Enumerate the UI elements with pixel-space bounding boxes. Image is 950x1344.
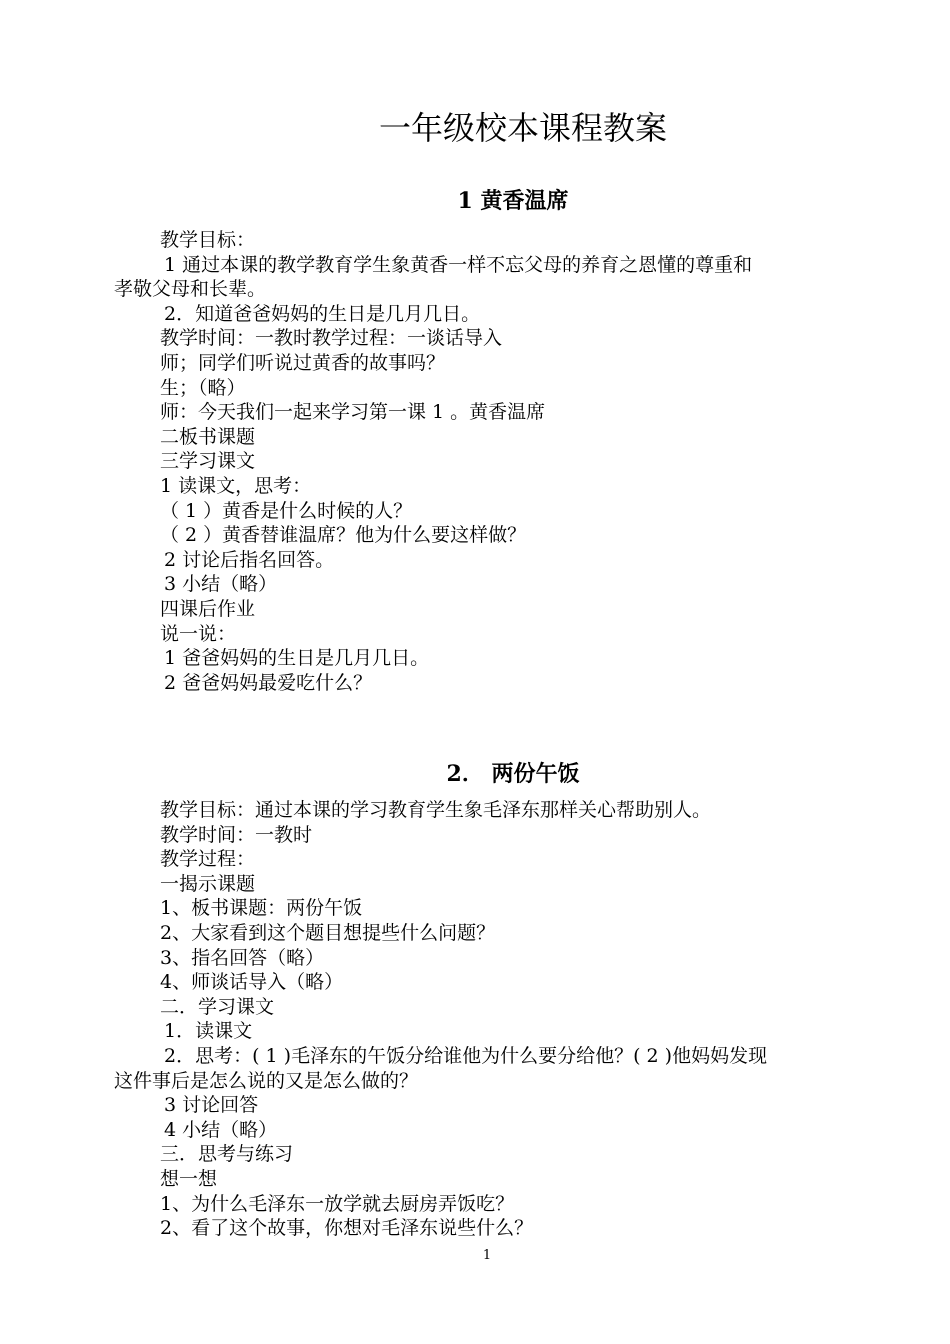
lesson-2-line: 3、指名回答（略） xyxy=(160,946,325,969)
lesson-1-line: 2．知道爸爸妈妈的生日是几月几日。 xyxy=(164,302,481,325)
lesson-1-line: 3 小结（略） xyxy=(164,573,278,596)
lesson-2-line: 教学时间：一教时 xyxy=(160,823,313,846)
lesson-2-line: 一揭示课题 xyxy=(160,872,256,895)
lesson-2-line: 4 小结（略） xyxy=(164,1118,278,1141)
lesson-1-line: 1 通过本课的教学教育学生象黄香一样不忘父母的养育之恩懂的尊重和 xyxy=(164,253,753,276)
lesson-1-line: 2 讨论后指名回答。 xyxy=(164,548,335,571)
lesson-1-line: 四课后作业 xyxy=(160,597,256,620)
lesson-1-line: 生；（略） xyxy=(160,376,246,399)
lesson-1-line: 师；同学们听说过黄香的故事吗？ xyxy=(160,351,446,374)
lesson-2-title: 2． 两份午饭 xyxy=(446,761,580,787)
lesson-2-line: 3 讨论回答 xyxy=(164,1094,259,1117)
lesson-1-line: 三学习课文 xyxy=(160,450,256,473)
lesson-2-line: 1、板书课题：两份午饭 xyxy=(160,897,363,920)
lesson-1-line: （ 2 ）黄香替谁温席？他为什么要这样做？ xyxy=(160,524,527,547)
lesson-1-line: 教学目标： xyxy=(160,229,256,251)
lesson-2-line: 这件事后是怎么说的又是怎么做的？ xyxy=(114,1069,419,1092)
lesson-1-line: 1 读课文，思考： xyxy=(160,474,312,497)
lesson-2-line: 教学过程： xyxy=(160,848,256,871)
lesson-1-title: 1 黄香温席 xyxy=(457,188,569,214)
lesson-1-line: 师：今天我们一起来学习第一课 1 。黄香温席 xyxy=(160,401,546,424)
document-title: 一年级校本课程教案 xyxy=(378,109,667,147)
lesson-2-line: 想一想 xyxy=(160,1167,218,1190)
lesson-2-line: 二．学习课文 xyxy=(160,995,275,1018)
lesson-2-line: 1．读课文 xyxy=(164,1020,253,1043)
lesson-2-line: 教学目标：通过本课的学习教育学生象毛泽东那样关心帮助别人。 xyxy=(160,799,712,821)
lesson-2-line: 4、师谈话导入（略） xyxy=(160,971,344,994)
lesson-1-line: 教学时间：一教时教学过程：一谈话导入 xyxy=(160,327,503,350)
lesson-1-body xyxy=(114,228,874,695)
lesson-1-line: 二板书课题 xyxy=(160,425,256,448)
lesson-2-body xyxy=(114,798,874,1241)
lesson-2-line: 1、为什么毛泽东一放学就去厨房弄饭吃？ xyxy=(160,1192,515,1215)
lesson-2-line: 2、大家看到这个题目想提些什么问题？ xyxy=(160,921,496,944)
lesson-1-line: 孝敬父母和长辈。 xyxy=(114,278,267,301)
lesson-1-line: 说一说： xyxy=(160,622,237,645)
lesson-2-line: 2．思考：( 1 )毛泽东的午饭分给谁他为什么要分给他？( 2 )他妈妈发现 xyxy=(164,1044,768,1067)
page-number: 1 xyxy=(482,1248,492,1263)
lesson-1-line: 2 爸爸妈妈最爱吃什么？ xyxy=(164,671,373,694)
lesson-2-line: 2、看了这个故事，你想对毛泽东说些什么？ xyxy=(160,1217,534,1240)
lesson-1-line: 1 爸爸妈妈的生日是几月几日。 xyxy=(164,647,430,670)
lesson-2-line: 三．思考与练习 xyxy=(160,1143,294,1166)
lesson-1-line: （ 1 ）黄香是什么时候的人？ xyxy=(160,499,413,522)
